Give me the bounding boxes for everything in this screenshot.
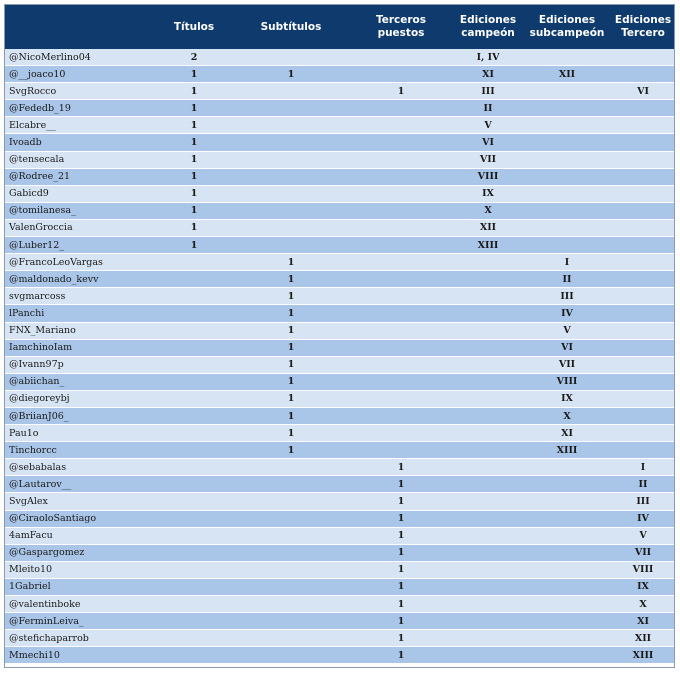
ediciones-tercero-cell <box>610 390 675 407</box>
terceros-cell <box>350 425 452 442</box>
ediciones-campeon-cell: XI <box>452 66 524 83</box>
terceros-cell: 1 <box>350 596 452 613</box>
ediciones-tercero-cell <box>610 134 675 151</box>
titulos-cell <box>156 493 232 510</box>
ediciones-campeon-cell <box>452 630 524 647</box>
table-row <box>5 544 675 561</box>
ediciones-tercero-cell <box>610 117 675 134</box>
subtitulos-cell <box>232 596 350 613</box>
ediciones-tercero-cell: I <box>610 459 675 476</box>
titulos-cell: 1 <box>156 151 232 168</box>
subtitulos-cell: 1 <box>232 390 350 407</box>
table-row <box>5 100 675 117</box>
ediciones-subcampeon-cell: X <box>524 407 610 424</box>
table-row <box>5 134 675 151</box>
header-player <box>5 5 156 49</box>
ediciones-tercero-cell: VII <box>610 544 675 561</box>
ediciones-subcampeon-cell <box>524 510 610 527</box>
ediciones-tercero-cell: V <box>610 527 675 544</box>
ediciones-subcampeon-cell: VII <box>524 356 610 373</box>
titulos-cell: 1 <box>156 83 232 100</box>
table-row <box>5 647 675 664</box>
terceros-cell: 1 <box>350 476 452 493</box>
header-titulos: Títulos <box>156 5 232 49</box>
terceros-cell: 1 <box>350 510 452 527</box>
subtitulos-cell: 1 <box>232 407 350 424</box>
ediciones-tercero-cell <box>610 49 675 66</box>
subtitulos-cell <box>232 561 350 578</box>
table-body <box>5 49 675 664</box>
titulos-cell: 1 <box>156 100 232 117</box>
titulos-cell <box>156 544 232 561</box>
terceros-cell: 1 <box>350 561 452 578</box>
subtitulos-cell <box>232 237 350 254</box>
ediciones-tercero-cell <box>610 254 675 271</box>
table-row <box>5 66 675 83</box>
ediciones-campeon-cell <box>452 373 524 390</box>
table-row <box>5 49 675 66</box>
subtitulos-cell <box>232 493 350 510</box>
ediciones-subcampeon-cell <box>524 459 610 476</box>
player-name-cell: @FerminLeiva_ <box>5 613 156 630</box>
player-name-cell: IamchinoIam <box>5 339 156 356</box>
ediciones-tercero-cell <box>610 339 675 356</box>
player-name-cell: @Gaspargomez <box>5 544 156 561</box>
header-terceros-puestos: Terceros puestos <box>350 5 452 49</box>
ediciones-subcampeon-cell: IV <box>524 305 610 322</box>
terceros-cell <box>350 390 452 407</box>
terceros-cell <box>350 202 452 219</box>
ediciones-campeon-cell: II <box>452 100 524 117</box>
ediciones-subcampeon-cell <box>524 237 610 254</box>
ediciones-tercero-cell <box>610 151 675 168</box>
table-row <box>5 407 675 424</box>
subtitulos-cell <box>232 578 350 595</box>
ediciones-tercero-cell <box>610 356 675 373</box>
subtitulos-cell <box>232 613 350 630</box>
ediciones-campeon-cell <box>452 544 524 561</box>
player-name-cell: lPanchi <box>5 305 156 322</box>
titulos-cell <box>156 271 232 288</box>
subtitulos-cell <box>232 510 350 527</box>
terceros-cell: 1 <box>350 493 452 510</box>
ediciones-campeon-cell: XIII <box>452 237 524 254</box>
terceros-cell <box>350 134 452 151</box>
table-row <box>5 356 675 373</box>
player-name-cell: @NicoMerlino04 <box>5 49 156 66</box>
terceros-cell: 1 <box>350 630 452 647</box>
table-row <box>5 510 675 527</box>
subtitulos-cell: 1 <box>232 305 350 322</box>
subtitulos-cell <box>232 630 350 647</box>
subtitulos-cell <box>232 168 350 185</box>
subtitulos-cell <box>232 527 350 544</box>
ediciones-campeon-cell <box>452 459 524 476</box>
player-name-cell: @Ivann97p <box>5 356 156 373</box>
ediciones-subcampeon-cell <box>524 83 610 100</box>
subtitulos-cell <box>232 151 350 168</box>
ediciones-tercero-cell: IX <box>610 578 675 595</box>
titulos-cell <box>156 613 232 630</box>
player-name-cell: @abiichan_ <box>5 373 156 390</box>
ediciones-subcampeon-cell <box>524 647 610 664</box>
table-row <box>5 185 675 202</box>
player-name-cell: ValenGroccia <box>5 219 156 236</box>
ediciones-tercero-cell: XII <box>610 630 675 647</box>
ediciones-subcampeon-cell <box>524 100 610 117</box>
titulos-cell <box>156 527 232 544</box>
subtitulos-cell <box>232 100 350 117</box>
titulos-cell <box>156 459 232 476</box>
player-name-cell: @__joaco10 <box>5 66 156 83</box>
titulos-cell: 1 <box>156 134 232 151</box>
player-name-cell: @Luber12_ <box>5 237 156 254</box>
player-name-cell: Tinchorcc <box>5 442 156 459</box>
subtitulos-cell: 1 <box>232 322 350 339</box>
ediciones-campeon-cell: X <box>452 202 524 219</box>
player-name-cell: Gabicd9 <box>5 185 156 202</box>
player-name-cell: SvgAlex <box>5 493 156 510</box>
ediciones-subcampeon-cell: I <box>524 254 610 271</box>
player-name-cell: Pau1o <box>5 425 156 442</box>
player-name-cell: @tensecala <box>5 151 156 168</box>
ediciones-subcampeon-cell <box>524 596 610 613</box>
table-row <box>5 254 675 271</box>
subtitulos-cell: 1 <box>232 66 350 83</box>
ediciones-tercero-cell: III <box>610 493 675 510</box>
ediciones-tercero-cell <box>610 407 675 424</box>
terceros-cell <box>350 237 452 254</box>
ediciones-campeon-cell <box>452 442 524 459</box>
subtitulos-cell <box>232 83 350 100</box>
player-name-cell: @maldonado_kevv <box>5 271 156 288</box>
player-name-cell: 1Gabriel <box>5 578 156 595</box>
ediciones-campeon-cell <box>452 613 524 630</box>
titulos-cell: 1 <box>156 237 232 254</box>
terceros-cell <box>350 356 452 373</box>
ediciones-subcampeon-cell <box>524 117 610 134</box>
ediciones-campeon-cell: I, IV <box>452 49 524 66</box>
ediciones-campeon-cell <box>452 425 524 442</box>
titulos-cell: 1 <box>156 66 232 83</box>
subtitulos-cell <box>232 185 350 202</box>
ediciones-tercero-cell <box>610 168 675 185</box>
subtitulos-cell <box>232 544 350 561</box>
ediciones-subcampeon-cell <box>524 219 610 236</box>
table-row <box>5 237 675 254</box>
ediciones-campeon-cell <box>452 561 524 578</box>
player-name-cell: Elcabre__ <box>5 117 156 134</box>
titulos-cell <box>156 373 232 390</box>
ediciones-campeon-cell <box>452 356 524 373</box>
ediciones-campeon-cell <box>452 510 524 527</box>
table-row <box>5 476 675 493</box>
table-row <box>5 288 675 305</box>
ediciones-tercero-cell: IV <box>610 510 675 527</box>
titulos-cell <box>156 425 232 442</box>
subtitulos-cell: 1 <box>232 339 350 356</box>
ediciones-campeon-cell <box>452 476 524 493</box>
ediciones-campeon-cell: VII <box>452 151 524 168</box>
ediciones-tercero-cell <box>610 185 675 202</box>
ediciones-campeon-cell <box>452 288 524 305</box>
ediciones-campeon-cell: XII <box>452 219 524 236</box>
player-name-cell: 4amFacu <box>5 527 156 544</box>
terceros-cell <box>350 322 452 339</box>
table-row <box>5 83 675 100</box>
titulos-cell: 1 <box>156 219 232 236</box>
titulos-cell <box>156 322 232 339</box>
terceros-cell <box>350 254 452 271</box>
subtitulos-cell <box>232 647 350 664</box>
subtitulos-cell: 1 <box>232 442 350 459</box>
titulos-cell <box>156 578 232 595</box>
ediciones-subcampeon-cell: VIII <box>524 373 610 390</box>
titulos-cell: 1 <box>156 202 232 219</box>
ediciones-tercero-cell <box>610 288 675 305</box>
titulos-cell <box>156 407 232 424</box>
ediciones-tercero-cell <box>610 373 675 390</box>
ediciones-campeon-cell <box>452 527 524 544</box>
player-name-cell: Mleito10 <box>5 561 156 578</box>
standings-table <box>5 5 675 664</box>
ediciones-tercero-cell <box>610 305 675 322</box>
terceros-cell <box>350 117 452 134</box>
ediciones-tercero-cell: VI <box>610 83 675 100</box>
ediciones-tercero-cell: XI <box>610 613 675 630</box>
subtitulos-cell: 1 <box>232 373 350 390</box>
ediciones-tercero-cell <box>610 442 675 459</box>
terceros-cell <box>350 168 452 185</box>
ediciones-subcampeon-cell <box>524 168 610 185</box>
subtitulos-cell <box>232 117 350 134</box>
header-ediciones-subcampeon: Ediciones subcampeón <box>524 5 610 49</box>
ediciones-subcampeon-cell: II <box>524 271 610 288</box>
terceros-cell: 1 <box>350 613 452 630</box>
ediciones-campeon-cell <box>452 647 524 664</box>
ediciones-campeon-cell <box>452 596 524 613</box>
table-row <box>5 322 675 339</box>
ediciones-tercero-cell <box>610 202 675 219</box>
header-subtitulos: Subtítulos <box>232 5 350 49</box>
player-name-cell: @Lautarov__ <box>5 476 156 493</box>
player-name-cell: FNX_Mariano <box>5 322 156 339</box>
ediciones-subcampeon-cell <box>524 613 610 630</box>
titulos-cell: 1 <box>156 117 232 134</box>
terceros-cell <box>350 305 452 322</box>
table-row <box>5 442 675 459</box>
ediciones-campeon-cell: V <box>452 117 524 134</box>
ediciones-campeon-cell <box>452 254 524 271</box>
titulos-cell: 1 <box>156 185 232 202</box>
player-name-cell: @FrancoLeoVargas <box>5 254 156 271</box>
titulos-cell: 1 <box>156 168 232 185</box>
terceros-cell: 1 <box>350 544 452 561</box>
player-name-cell: @Fededb_19 <box>5 100 156 117</box>
ediciones-campeon-cell <box>452 271 524 288</box>
subtitulos-cell <box>232 476 350 493</box>
ediciones-subcampeon-cell: XI <box>524 425 610 442</box>
table-row <box>5 117 675 134</box>
titulos-cell <box>156 305 232 322</box>
ediciones-campeon-cell <box>452 339 524 356</box>
ediciones-campeon-cell <box>452 322 524 339</box>
terceros-cell: 1 <box>350 578 452 595</box>
terceros-cell: 1 <box>350 527 452 544</box>
ediciones-campeon-cell <box>452 390 524 407</box>
terceros-cell <box>350 100 452 117</box>
subtitulos-cell <box>232 202 350 219</box>
table-row <box>5 168 675 185</box>
table-row <box>5 425 675 442</box>
ediciones-subcampeon-cell <box>524 134 610 151</box>
ediciones-subcampeon-cell <box>524 49 610 66</box>
player-name-cell: @BriianJ06_ <box>5 407 156 424</box>
table-row <box>5 373 675 390</box>
table-row <box>5 561 675 578</box>
titulos-cell <box>156 647 232 664</box>
player-name-cell: Mmechi10 <box>5 647 156 664</box>
player-name-cell: SvgRocco <box>5 83 156 100</box>
terceros-cell <box>350 66 452 83</box>
terceros-cell <box>350 185 452 202</box>
terceros-cell <box>350 151 452 168</box>
header-row <box>5 5 675 49</box>
table-row <box>5 390 675 407</box>
ediciones-campeon-cell <box>452 305 524 322</box>
ediciones-subcampeon-cell: XIII <box>524 442 610 459</box>
titulos-cell <box>156 356 232 373</box>
terceros-cell <box>350 407 452 424</box>
ediciones-campeon-cell <box>452 578 524 595</box>
header-ediciones-campeon: Ediciones campeón <box>452 5 524 49</box>
terceros-cell <box>350 271 452 288</box>
ediciones-subcampeon-cell: XII <box>524 66 610 83</box>
player-name-cell: svgmarcoss <box>5 288 156 305</box>
ediciones-campeon-cell: III <box>452 83 524 100</box>
terceros-cell <box>350 442 452 459</box>
titulos-cell <box>156 630 232 647</box>
subtitulos-cell: 1 <box>232 271 350 288</box>
subtitulos-cell: 1 <box>232 425 350 442</box>
ediciones-tercero-cell <box>610 237 675 254</box>
ediciones-subcampeon-cell <box>524 493 610 510</box>
terceros-cell <box>350 49 452 66</box>
table-row <box>5 219 675 236</box>
table-row <box>5 202 675 219</box>
table-row <box>5 459 675 476</box>
ediciones-subcampeon-cell: VI <box>524 339 610 356</box>
subtitulos-cell: 1 <box>232 288 350 305</box>
table-row <box>5 305 675 322</box>
ediciones-campeon-cell <box>452 407 524 424</box>
player-name-cell: @diegoreybj <box>5 390 156 407</box>
table-row <box>5 596 675 613</box>
table-row <box>5 271 675 288</box>
ediciones-campeon-cell: VI <box>452 134 524 151</box>
terceros-cell: 1 <box>350 459 452 476</box>
table-row <box>5 578 675 595</box>
player-name-cell: @sebabalas <box>5 459 156 476</box>
player-name-cell: @CiraoloSantiago <box>5 510 156 527</box>
table-row <box>5 339 675 356</box>
table-row <box>5 527 675 544</box>
titulos-cell <box>156 339 232 356</box>
table-row <box>5 613 675 630</box>
player-name-cell: Ivoadb <box>5 134 156 151</box>
ediciones-subcampeon-cell <box>524 527 610 544</box>
player-name-cell: @stefichaparrob <box>5 630 156 647</box>
player-name-cell: @Rodree_21 <box>5 168 156 185</box>
player-name-cell: @tomilanesa_ <box>5 202 156 219</box>
ediciones-tercero-cell: XIII <box>610 647 675 664</box>
ediciones-subcampeon-cell <box>524 544 610 561</box>
ediciones-campeon-cell: IX <box>452 185 524 202</box>
subtitulos-cell: 1 <box>232 254 350 271</box>
player-name-cell: @valentinboke <box>5 596 156 613</box>
ediciones-tercero-cell <box>610 100 675 117</box>
ediciones-subcampeon-cell: III <box>524 288 610 305</box>
ediciones-campeon-cell <box>452 493 524 510</box>
subtitulos-cell <box>232 459 350 476</box>
ediciones-subcampeon-cell <box>524 151 610 168</box>
ediciones-tercero-cell: II <box>610 476 675 493</box>
ediciones-campeon-cell: VIII <box>452 168 524 185</box>
ediciones-subcampeon-cell: V <box>524 322 610 339</box>
titulos-cell <box>156 561 232 578</box>
terceros-cell <box>350 373 452 390</box>
titulos-cell <box>156 288 232 305</box>
titulos-cell <box>156 510 232 527</box>
terceros-cell <box>350 339 452 356</box>
table-row <box>5 493 675 510</box>
ediciones-tercero-cell <box>610 219 675 236</box>
ediciones-subcampeon-cell <box>524 561 610 578</box>
standings-table-container <box>4 4 675 668</box>
terceros-cell: 1 <box>350 83 452 100</box>
titulos-cell <box>156 254 232 271</box>
ediciones-subcampeon-cell <box>524 630 610 647</box>
ediciones-subcampeon-cell: IX <box>524 390 610 407</box>
subtitulos-cell: 1 <box>232 356 350 373</box>
terceros-cell: 1 <box>350 647 452 664</box>
ediciones-tercero-cell <box>610 66 675 83</box>
titulos-cell <box>156 476 232 493</box>
table-row <box>5 151 675 168</box>
ediciones-tercero-cell: VIII <box>610 561 675 578</box>
subtitulos-cell <box>232 49 350 66</box>
terceros-cell <box>350 219 452 236</box>
titulos-cell <box>156 596 232 613</box>
ediciones-subcampeon-cell <box>524 185 610 202</box>
ediciones-tercero-cell <box>610 322 675 339</box>
ediciones-tercero-cell <box>610 271 675 288</box>
terceros-cell <box>350 288 452 305</box>
titulos-cell <box>156 442 232 459</box>
header-ediciones-tercero: Ediciones Tercero <box>610 5 675 49</box>
ediciones-subcampeon-cell <box>524 578 610 595</box>
ediciones-subcampeon-cell <box>524 476 610 493</box>
subtitulos-cell <box>232 219 350 236</box>
ediciones-tercero-cell <box>610 425 675 442</box>
ediciones-subcampeon-cell <box>524 202 610 219</box>
subtitulos-cell <box>232 134 350 151</box>
table-row <box>5 630 675 647</box>
ediciones-tercero-cell: X <box>610 596 675 613</box>
titulos-cell <box>156 390 232 407</box>
titulos-cell: 2 <box>156 49 232 66</box>
